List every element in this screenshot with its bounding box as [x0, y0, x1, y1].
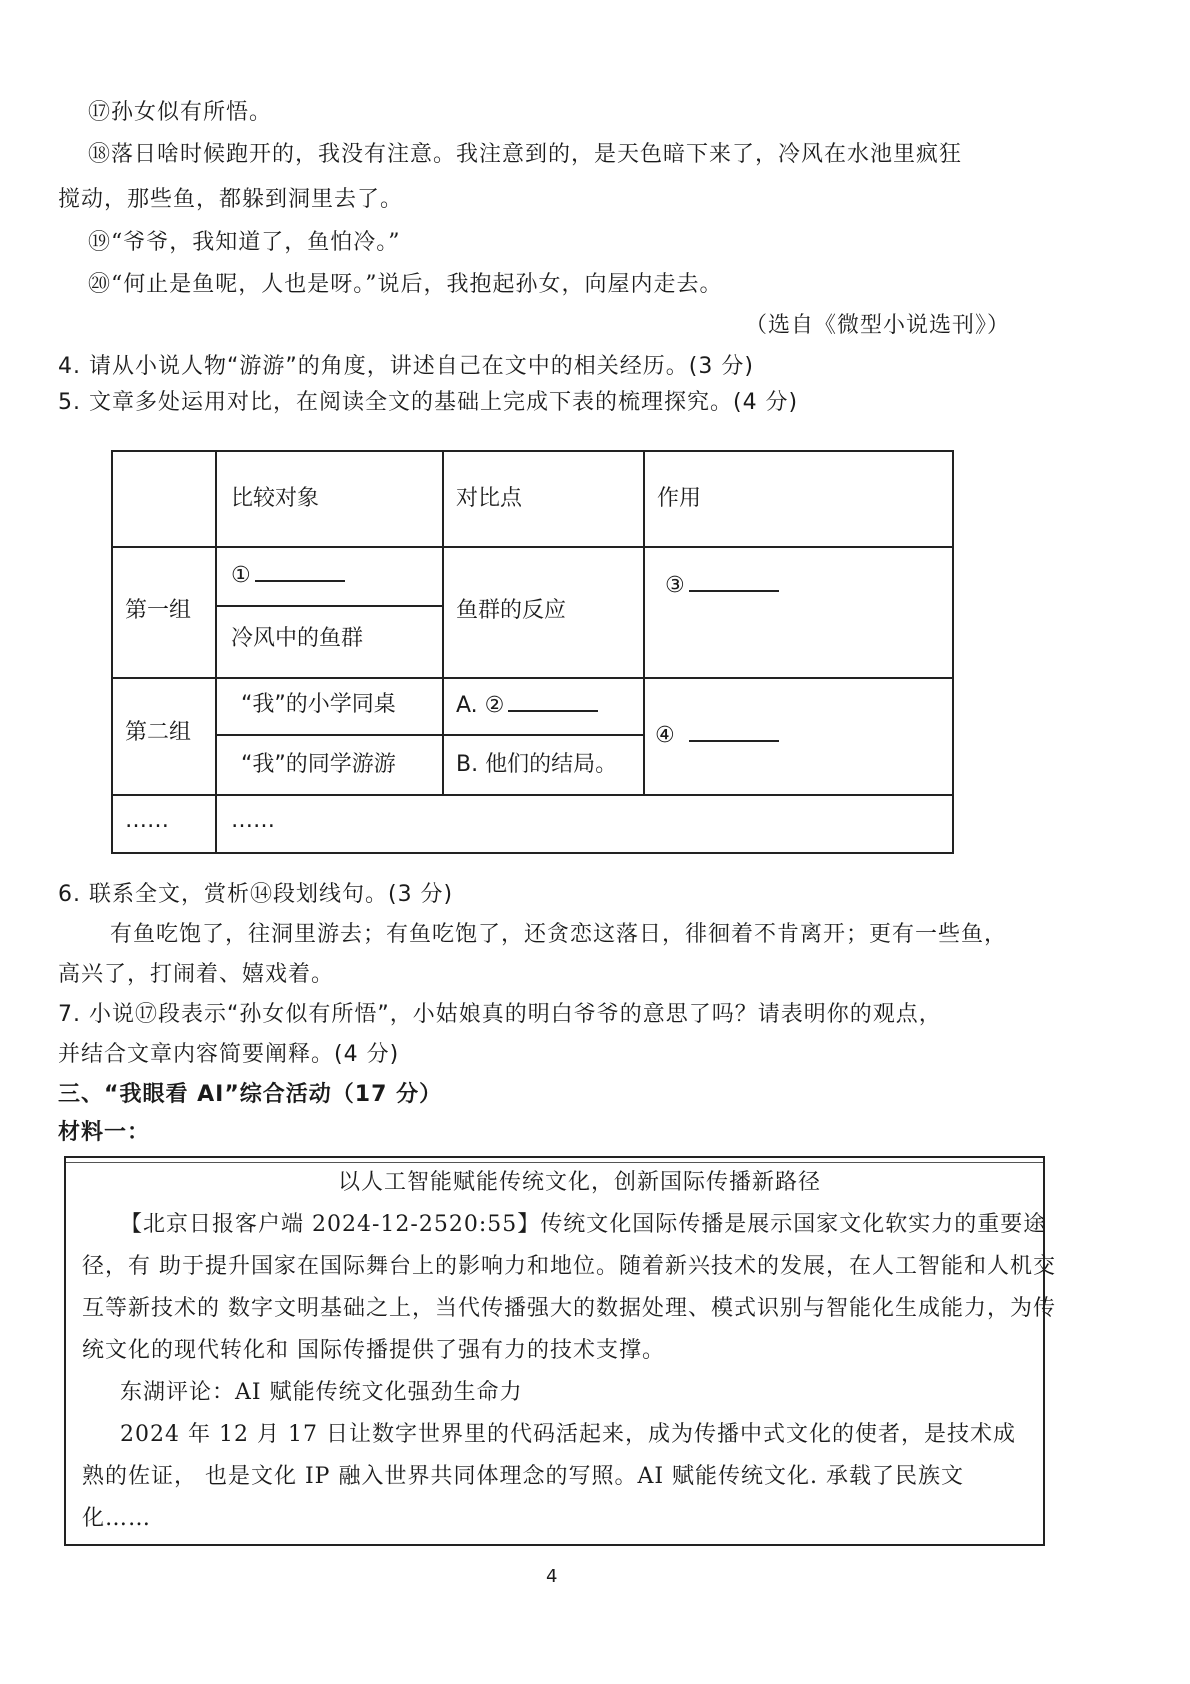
group1-object-1	[231, 560, 345, 591]
paragraph-20: ⑳“何止是鱼呢，人也是呀。”说后，我抱起孙女，向屋内走去。	[88, 272, 723, 297]
header-contrast-point: 对比点	[456, 486, 523, 511]
material-1-line-3: 互等新技术的 数字文明基础之上，当代传播强大的数据处理、模式识别与智能化生成能力，为传	[82, 1296, 1056, 1321]
group2-object-1: “我”的小学同桌	[241, 692, 396, 717]
group1-label: 第一组	[125, 598, 192, 623]
table-hline-header	[113, 546, 954, 548]
header-compare-objects: 比较对象	[231, 486, 320, 511]
question-7-line-1: 7. 小说⑰段表示“孙女似有所悟”，小姑娘真的明白爷爷的意思了吗？请表明你的观点，	[58, 1002, 942, 1027]
group1-effect-number: ③	[665, 573, 685, 598]
table-hline-group2	[113, 794, 954, 796]
group1-effect	[665, 570, 779, 601]
group2-point-a-blank[interactable]	[508, 690, 598, 712]
question-6-quote-line-1: 有鱼吃饱了，往洞里游去；有鱼吃饱了，还贪恋这落日，徘徊着不肯离开；更有一些鱼，	[110, 922, 1008, 947]
comparison-table	[111, 450, 954, 854]
question-6-quote-line-2: 高兴了，打闹着、嬉戏着。	[58, 962, 335, 987]
etc-row-value: ……	[231, 808, 275, 833]
group2-contrast-point-b: B. 他们的结局。	[456, 752, 618, 777]
material-1-box-inner-rule	[66, 1158, 1043, 1163]
table-hline-group1-split	[215, 605, 443, 607]
material-1-line-6: 2024 年 12 月 17 日让数字世界里的代码活起来，成为传播中式文化的使者，是技术成	[120, 1422, 1016, 1447]
table-hline-group1	[113, 677, 954, 679]
page-number: 4	[546, 1566, 558, 1587]
material-1-line-1: 【北京日报客户端 2024-12-2520:55】传统文化国际传播是展示国家文化软实力的重要途	[120, 1212, 1047, 1237]
group2-object-2: “我”的同学游游	[241, 752, 396, 777]
material-1-label: 材料一：	[58, 1120, 151, 1145]
story-source: （选自《微型小说选刊》）	[745, 313, 1011, 338]
group2-effect-blank[interactable]	[689, 720, 779, 742]
material-1-line-4: 统文化的现代转化和 国际传播提供了强有力的技术支撑。	[82, 1338, 665, 1363]
paragraph-17: ⑰孙女似有所悟。	[88, 100, 273, 125]
group2-label: 第二组	[125, 720, 192, 745]
group1-object-2: 冷风中的鱼群	[231, 626, 364, 651]
question-7-line-2: 并结合文章内容简要阐释。(4 分)	[58, 1042, 400, 1067]
material-1-line-7: 熟的佐证， 也是文化 IP 融入世界共同体理念的写照。AI 赋能传统文化. 承载了民族文	[82, 1464, 965, 1489]
group2-effect-number: ④	[655, 723, 675, 748]
material-1-line-8: 化……	[82, 1506, 152, 1531]
question-4: 4. 请从小说人物“游游”的角度，讲述自己在文中的相关经历。(3 分)	[58, 354, 754, 379]
group1-object-1-blank[interactable]	[255, 560, 345, 582]
question-5: 5. 文章多处运用对比，在阅读全文的基础上完成下表的梳理探究。(4 分)	[58, 390, 799, 415]
header-effect: 作用	[657, 486, 702, 511]
question-6: 6. 联系全文，赏析⑭段划线句。(3 分)	[58, 882, 454, 907]
table-hline-group2-split	[215, 734, 645, 736]
group1-contrast-point: 鱼群的反应	[456, 598, 567, 623]
paragraph-18-line-1: ⑱落日啥时候跑开的，我没有注意。我注意到的，是天色暗下来了，冷风在水池里疯狂	[88, 142, 963, 167]
material-1-line-5: 东湖评论：AI 赋能传统文化强劲生命力	[120, 1380, 523, 1405]
etc-row-label: ……	[125, 808, 169, 833]
material-1-box	[64, 1156, 1056, 1546]
table-vline-3	[643, 452, 645, 794]
table-vline-2	[442, 452, 444, 794]
section-3-heading: 三、“我眼看 AI”综合活动（17 分）	[58, 1082, 443, 1107]
group2-point-a-number: A. ②	[456, 693, 505, 718]
paragraph-19: ⑲“爷爷，我知道了，鱼怕冷。”	[88, 230, 401, 255]
material-1-title: 以人工智能赋能传统文化，创新国际传播新路径	[338, 1170, 822, 1195]
paragraph-18-line-2: 搅动，那些鱼，都躲到洞里去了。	[58, 187, 404, 212]
group2-effect	[655, 720, 779, 751]
group2-contrast-point-a	[456, 690, 598, 721]
group1-effect-blank[interactable]	[689, 570, 779, 592]
group1-object-1-number: ①	[231, 563, 251, 588]
material-1-line-2: 径，有 助于提升国家在国际舞台上的影响力和地位。随着新兴技术的发展，在人工智能和人机交	[82, 1254, 1056, 1279]
